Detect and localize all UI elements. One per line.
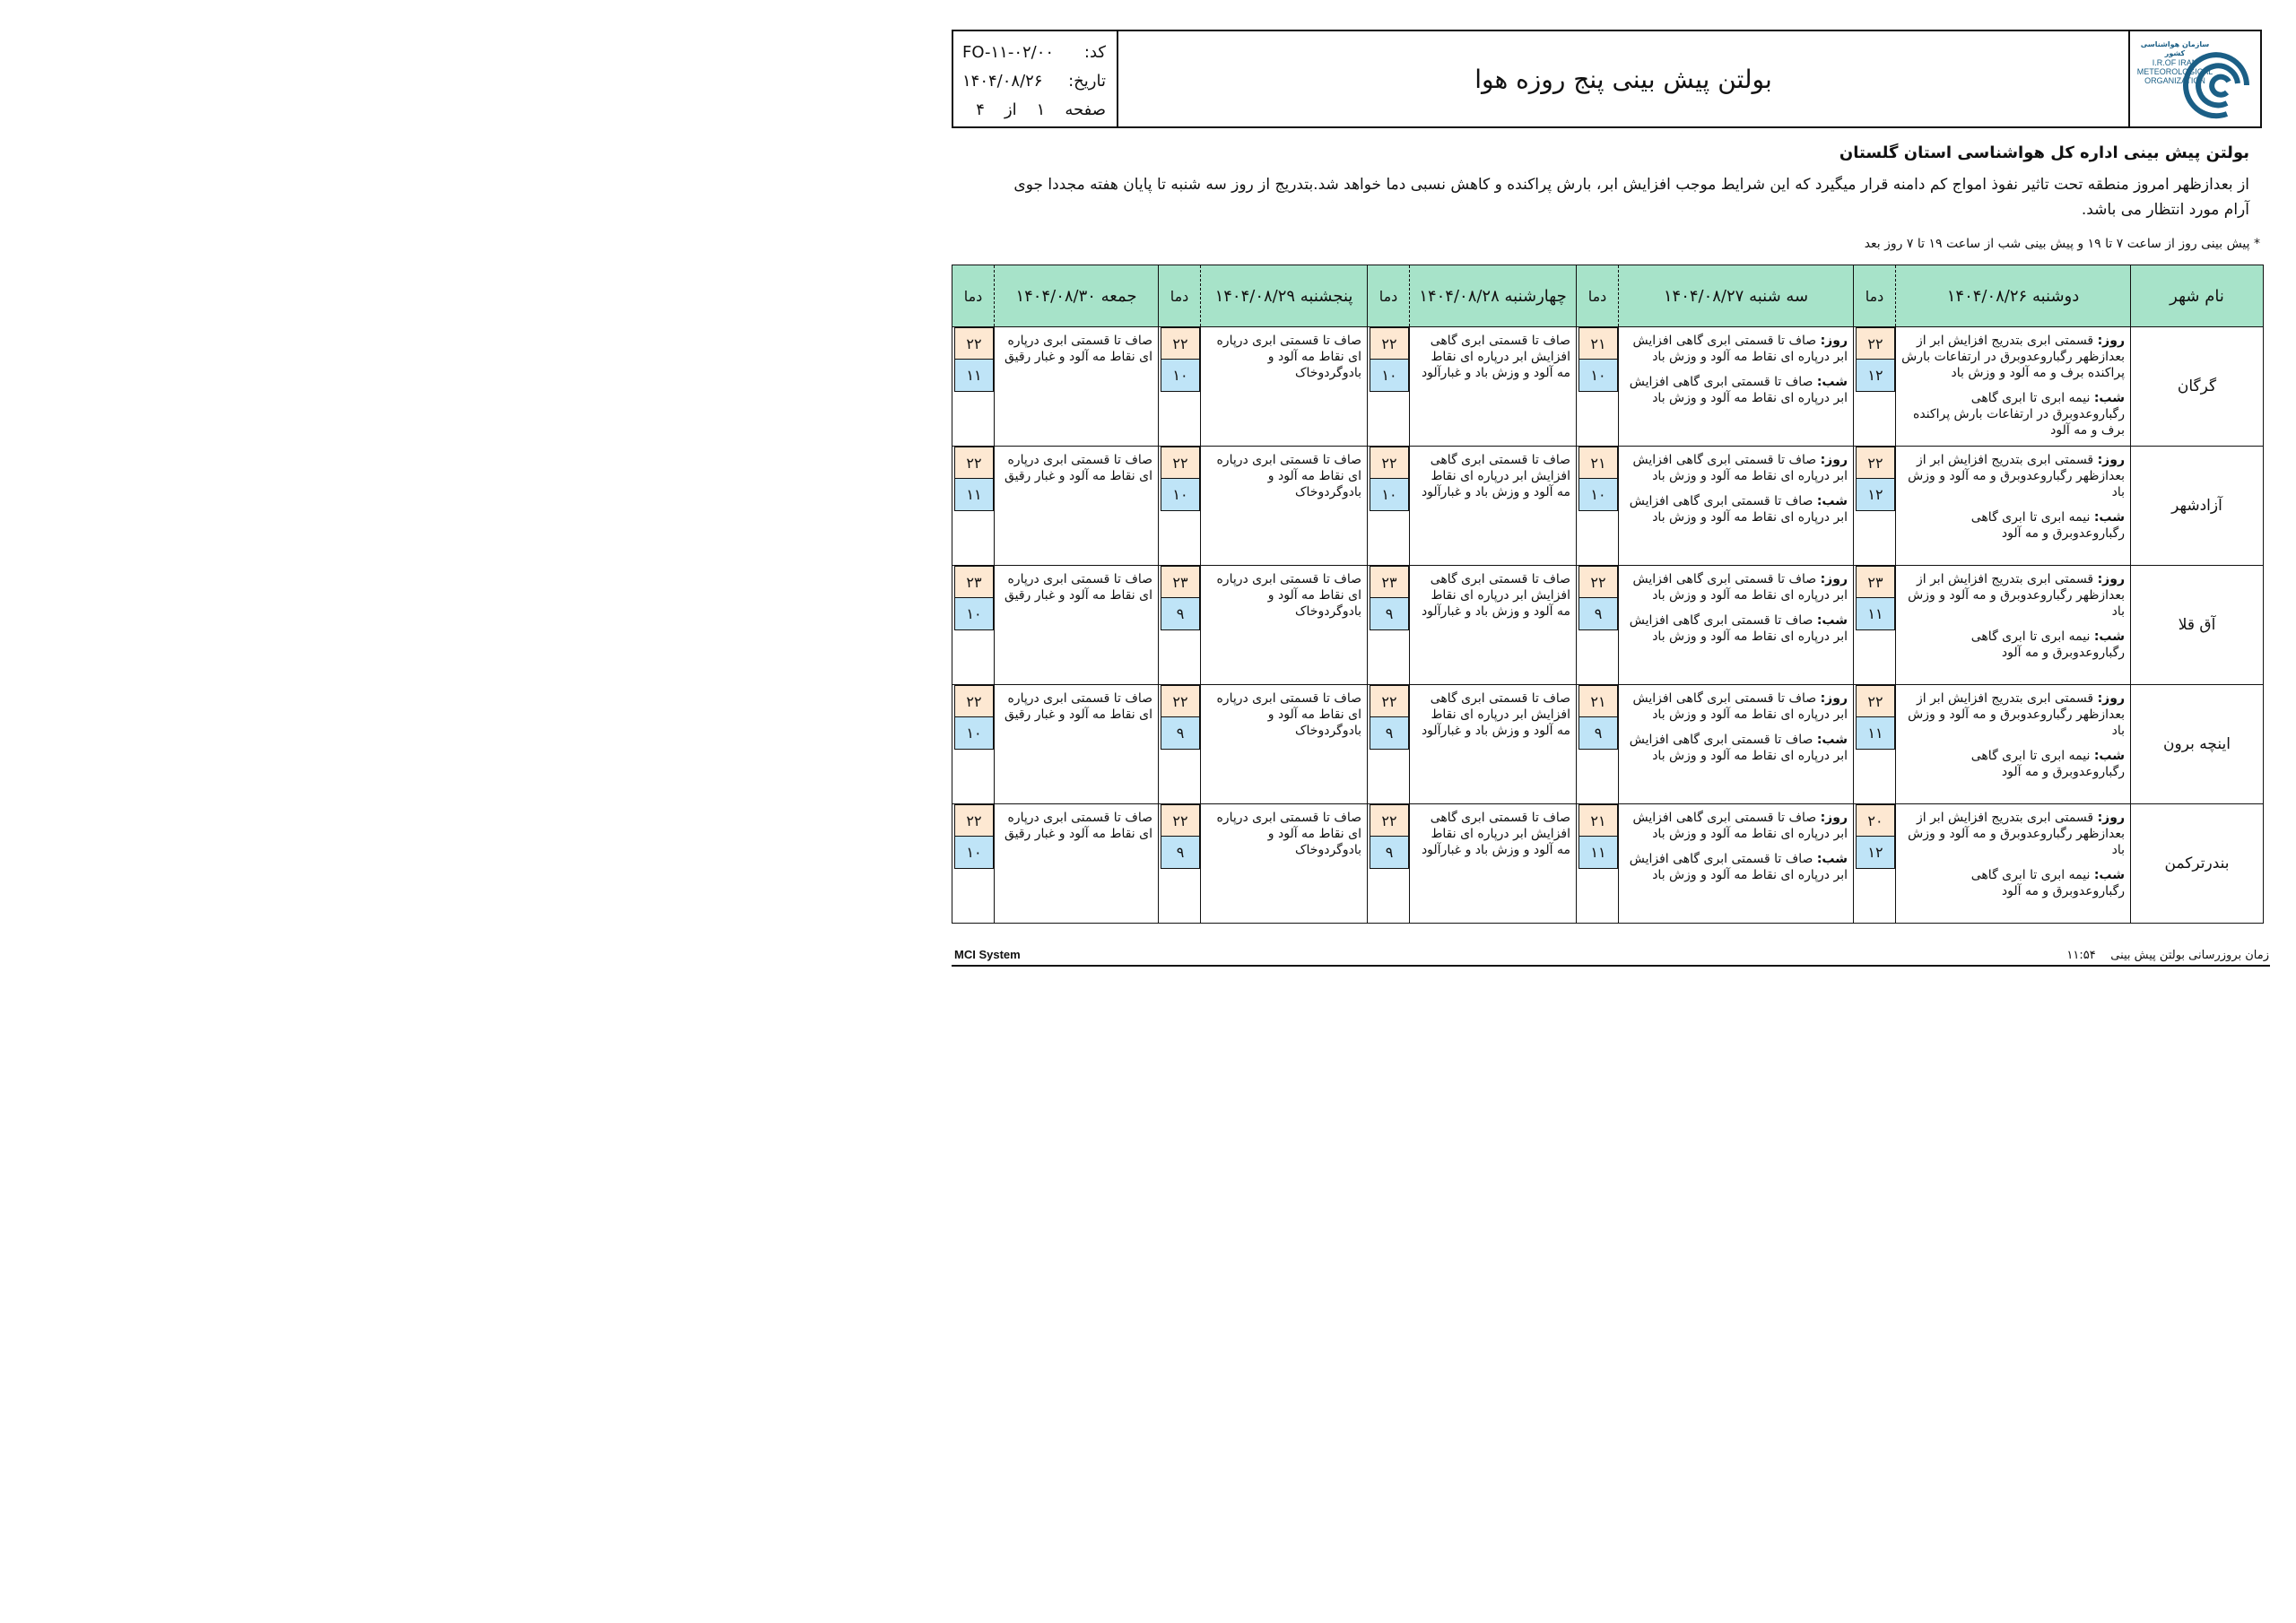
temp-header-5: دما	[952, 265, 995, 327]
day-forecast	[1624, 810, 1848, 842]
date-label: تاریخ:	[1068, 71, 1106, 91]
temperature-cell-day-5	[952, 685, 995, 804]
city-name: آق قلا	[2131, 566, 2264, 685]
page-title: بولتن پیش بینی پنج روزه هوا	[1474, 64, 1772, 94]
forecast-text: صاف تا قسمتی ابری گاهی افزایش ابر درپاره ای نقاط مه آلود و وزش باد و غبارآلود	[1421, 691, 1570, 738]
temperature-cell-day-1	[1854, 447, 1896, 566]
min-temperature: ۹	[1370, 837, 1409, 869]
forecast-text-day-4	[1201, 566, 1368, 685]
day-text: قسمتی ابری بتدریج افزایش ابر از بعدازظهر رگباروعدوبرق و مه آلود و وزش باد	[1908, 691, 2125, 738]
forecast-text: صاف تا قسمتی ابری درپاره ای نقاط مه آلود و غبار رقیق	[1004, 691, 1152, 722]
night-label: شب:	[1816, 852, 1848, 866]
logo-text-en1: I.R.OF IRAN	[2152, 58, 2198, 67]
forecast-text-day-4	[1201, 804, 1368, 924]
night-label: شب:	[2093, 629, 2125, 644]
forecast-text: صاف تا قسمتی ابری درپاره ای نقاط مه آلود و بادوگردوخاک	[1216, 691, 1361, 738]
night-text: نیمه ابری تا ابری گاهی رگباروعدوبرق و مه آلود	[1970, 868, 2125, 898]
temperature-cell-day-2	[1577, 327, 1619, 447]
max-temperature: ۲۳	[1161, 566, 1200, 598]
min-temperature: ۱۰	[1161, 479, 1200, 511]
day-forecast	[1901, 571, 2125, 620]
max-temperature: ۲۲	[954, 447, 994, 479]
night-forecast	[1901, 748, 2125, 780]
logo-text	[2135, 40, 2214, 85]
forecast-text: صاف تا قسمتی ابری گاهی افزایش ابر درپاره ای نقاط مه آلود و وزش باد و غبارآلود	[1421, 572, 1570, 619]
bulletin-subtitle: بولتن پیش بینی اداره کل هواشناسی استان گلستان	[1839, 143, 2249, 162]
temperature-cell-day-5	[952, 327, 995, 447]
day-text: قسمتی ابری بتدریج افزایش ابر از بعدازظهر رگباروعدوبرق و مه آلود و وزش باد	[1908, 811, 2125, 857]
forecast-text-day-2	[1619, 566, 1854, 685]
night-label: شب:	[2093, 749, 2125, 763]
day-label: روز:	[2097, 811, 2125, 825]
max-temperature: ۲۱	[1578, 804, 1618, 837]
max-temperature: ۲۲	[1161, 804, 1200, 837]
min-temperature: ۱۰	[1578, 479, 1618, 511]
logo-text-fa: سازمان هواشناسی کشور	[2140, 40, 2210, 57]
page-current: ۱	[1036, 100, 1046, 119]
forecast-text-day-5	[995, 327, 1159, 447]
forecast-text-day-5	[995, 447, 1159, 566]
day-label: روز:	[2097, 453, 2125, 467]
forecast-text: صاف تا قسمتی ابری گاهی افزایش ابر درپاره ای نقاط مه آلود و وزش باد و غبارآلود	[1421, 334, 1570, 380]
max-temperature: ۲۳	[1370, 566, 1409, 598]
meta-code	[962, 39, 1106, 65]
night-text: صاف تا قسمتی ابری گاهی افزایش ابر درپاره ای نقاط مه آلود و وزش باد	[1629, 852, 1848, 882]
night-forecast	[1901, 629, 2125, 661]
document-header	[952, 30, 2262, 128]
min-temperature: ۹	[1161, 598, 1200, 630]
min-temperature: ۱۰	[1578, 360, 1618, 392]
temperature-cell-day-4	[1159, 327, 1201, 447]
day-forecast	[1901, 810, 2125, 858]
min-temperature: ۹	[1161, 717, 1200, 750]
temperature-cell-day-3	[1368, 447, 1410, 566]
day-label: روز:	[2097, 572, 2125, 586]
temperature-cell-day-4	[1159, 804, 1201, 924]
table-row	[952, 447, 2264, 566]
max-temperature: ۲۲	[1161, 447, 1200, 479]
min-temperature: ۱۱	[954, 360, 994, 392]
max-temperature: ۲۲	[1370, 327, 1409, 360]
min-temperature: ۹	[1578, 717, 1618, 750]
max-temperature: ۲۲	[1161, 327, 1200, 360]
document-meta	[953, 31, 1118, 126]
night-forecast	[1624, 374, 1848, 406]
temperature-cell-day-1	[1854, 327, 1896, 447]
min-temperature: ۱۰	[1161, 360, 1200, 392]
forecast-text-day-2	[1619, 327, 1854, 447]
day-forecast	[1624, 690, 1848, 723]
temp-header-1: دما	[1854, 265, 1896, 327]
day-text: صاف تا قسمتی ابری گاهی افزایش ابر درپاره ای نقاط مه آلود و وزش باد	[1632, 691, 1848, 722]
city-column-header: نام شهر	[2131, 265, 2264, 327]
temperature-cell-day-3	[1368, 804, 1410, 924]
night-forecast	[1624, 851, 1848, 883]
night-text: صاف تا قسمتی ابری گاهی افزایش ابر درپاره ای نقاط مه آلود و وزش باد	[1629, 733, 1848, 763]
forecast-text: صاف تا قسمتی ابری درپاره ای نقاط مه آلود و بادوگردوخاک	[1216, 811, 1361, 857]
logo-text-en2: METEOROLOGICAL	[2136, 67, 2213, 76]
min-temperature: ۱۰	[954, 717, 994, 750]
forecast-text-day-1	[1896, 566, 2131, 685]
max-temperature: ۲۱	[1578, 685, 1618, 717]
forecast-text-day-3	[1410, 327, 1577, 447]
day-text: صاف تا قسمتی ابری گاهی افزایش ابر درپاره ای نقاط مه آلود و وزش باد	[1632, 453, 1848, 483]
night-label: شب:	[1816, 613, 1848, 628]
day-label: روز:	[1820, 453, 1848, 467]
forecast-text-day-2	[1619, 447, 1854, 566]
temperature-cell-day-1	[1854, 804, 1896, 924]
min-temperature: ۱۱	[1578, 837, 1618, 869]
table-row	[952, 566, 2264, 685]
day-label: روز:	[1820, 691, 1848, 706]
temp-header-4: دما	[1159, 265, 1201, 327]
night-text: نیمه ابری تا ابری گاهی رگباروعدوبرق و مه آلود	[1970, 510, 2125, 541]
min-temperature: ۱۰	[954, 837, 994, 869]
day-label: روز:	[1820, 572, 1848, 586]
forecast-text-day-1	[1896, 804, 2131, 924]
min-temperature: ۱۲	[1856, 360, 1895, 392]
temp-header-2: دما	[1577, 265, 1619, 327]
forecast-text-day-4	[1201, 685, 1368, 804]
max-temperature: ۲۲	[954, 685, 994, 717]
forecast-text: صاف تا قسمتی ابری گاهی افزایش ابر درپاره ای نقاط مه آلود و وزش باد و غبارآلود	[1421, 811, 1570, 857]
temperature-cell-day-4	[1159, 447, 1201, 566]
day-forecast	[1901, 333, 2125, 381]
forecast-text: صاف تا قسمتی ابری درپاره ای نقاط مه آلود و غبار رقیق	[1004, 811, 1152, 841]
max-temperature: ۲۲	[1856, 447, 1895, 479]
table-header-row	[952, 265, 2264, 327]
min-temperature: ۹	[1370, 717, 1409, 750]
min-temperature: ۹	[1161, 837, 1200, 869]
forecast-text-day-2	[1619, 804, 1854, 924]
footer-divider	[952, 965, 2270, 967]
day-text: صاف تا قسمتی ابری گاهی افزایش ابر درپاره ای نقاط مه آلود و وزش باد	[1632, 811, 1848, 841]
forecast-text-day-3	[1410, 685, 1577, 804]
night-text: صاف تا قسمتی ابری گاهی افزایش ابر درپاره ای نقاط مه آلود و وزش باد	[1629, 613, 1848, 644]
temperature-cell-day-3	[1368, 685, 1410, 804]
footer-update	[2066, 949, 2269, 962]
night-label: شب:	[2093, 868, 2125, 882]
min-temperature: ۱۰	[954, 598, 994, 630]
night-label: شب:	[2093, 391, 2125, 405]
forecast-text: صاف تا قسمتی ابری درپاره ای نقاط مه آلود و غبار رقیق	[1004, 572, 1152, 603]
logo-box	[2128, 31, 2260, 126]
temperature-cell-day-3	[1368, 327, 1410, 447]
forecast-text: صاف تا قسمتی ابری درپاره ای نقاط مه آلود و غبار رقیق	[1004, 334, 1152, 364]
min-temperature: ۱۲	[1856, 479, 1895, 511]
temperature-cell-day-5	[952, 447, 995, 566]
max-temperature: ۲۲	[954, 804, 994, 837]
meta-date	[962, 67, 1106, 94]
min-temperature: ۱۱	[954, 479, 994, 511]
day-header-2: سه شنبه ۱۴۰۴/۰۸/۲۷	[1619, 265, 1854, 327]
day-text: صاف تا قسمتی ابری گاهی افزایش ابر درپاره ای نقاط مه آلود و وزش باد	[1632, 572, 1848, 603]
temperature-cell-day-4	[1159, 685, 1201, 804]
night-label: شب:	[2093, 510, 2125, 525]
update-time: ۱۱:۵۴	[2066, 949, 2096, 962]
forecast-text-day-5	[995, 685, 1159, 804]
forecast-table	[952, 265, 2264, 924]
day-header-1: دوشنبه ۱۴۰۴/۰۸/۲۶	[1896, 265, 2131, 327]
day-label: روز:	[1820, 334, 1848, 348]
city-name: بندرترکمن	[2131, 804, 2264, 924]
night-text: نیمه ابری تا ابری گاهی رگباروعدوبرق در ارتفاعات بارش پراکنده برف و مه آلود	[1913, 391, 2125, 438]
forecast-text-day-5	[995, 804, 1159, 924]
forecast-text: صاف تا قسمتی ابری درپاره ای نقاط مه آلود و غبار رقیق	[1004, 453, 1152, 483]
code-label: کد:	[1083, 42, 1106, 62]
day-header-4: پنجشنبه ۱۴۰۴/۰۸/۲۹	[1201, 265, 1368, 327]
night-forecast	[1624, 732, 1848, 764]
logo-text-en3: ORGANIZATION	[2144, 76, 2205, 85]
night-forecast	[1901, 390, 2125, 438]
min-temperature: ۹	[1370, 598, 1409, 630]
night-forecast	[1901, 867, 2125, 899]
forecast-text: صاف تا قسمتی ابری درپاره ای نقاط مه آلود و بادوگردوخاک	[1216, 572, 1361, 619]
forecast-text-day-2	[1619, 685, 1854, 804]
min-temperature: ۱۰	[1370, 360, 1409, 392]
temperature-cell-day-5	[952, 566, 995, 685]
temperature-cell-day-4	[1159, 566, 1201, 685]
city-name: گرگان	[2131, 327, 2264, 447]
page-of: از	[1004, 100, 1017, 119]
min-temperature: ۱۱	[1856, 598, 1895, 630]
max-temperature: ۲۲	[1370, 685, 1409, 717]
city-name: آزادشهر	[2131, 447, 2264, 566]
max-temperature: ۲۱	[1578, 447, 1618, 479]
min-temperature: ۱۱	[1856, 717, 1895, 750]
day-label: روز:	[2097, 334, 2125, 348]
day-text: قسمتی ابری بتدریج افزایش ابر از بعدازظهر رگباروعدوبرق و مه آلود و وزش باد	[1908, 572, 2125, 619]
day-forecast	[1624, 333, 1848, 365]
forecast-text-day-3	[1410, 804, 1577, 924]
page-total: ۴	[976, 100, 985, 119]
forecast-text-day-3	[1410, 447, 1577, 566]
max-temperature: ۲۲	[1856, 685, 1895, 717]
night-label: شب:	[1816, 375, 1848, 389]
temperature-cell-day-2	[1577, 685, 1619, 804]
temperature-cell-day-5	[952, 804, 995, 924]
min-temperature: ۱۰	[1370, 479, 1409, 511]
max-temperature: ۲۲	[1856, 327, 1895, 360]
day-forecast	[1624, 571, 1848, 603]
table-row	[952, 685, 2264, 804]
date-value: ۱۴۰۴/۰۸/۲۶	[962, 71, 1043, 91]
max-temperature: ۲۱	[1578, 327, 1618, 360]
night-text: صاف تا قسمتی ابری گاهی افزایش ابر درپاره ای نقاط مه آلود و وزش باد	[1629, 375, 1848, 405]
max-temperature: ۲۲	[1370, 447, 1409, 479]
night-forecast	[1624, 493, 1848, 525]
day-text: صاف تا قسمتی ابری گاهی افزایش ابر درپاره ای نقاط مه آلود و وزش باد	[1632, 334, 1848, 364]
day-forecast	[1624, 452, 1848, 484]
forecast-text-day-5	[995, 566, 1159, 685]
day-label: روز:	[1820, 811, 1848, 825]
update-label: زمان بروزرسانی بولتن پیش بینی	[2110, 949, 2269, 962]
day-forecast	[1901, 452, 2125, 500]
forecast-text-day-1	[1896, 327, 2131, 447]
night-text: نیمه ابری تا ابری گاهی رگباروعدوبرق و مه آلود	[1970, 749, 2125, 779]
night-forecast	[1624, 612, 1848, 645]
min-temperature: ۹	[1578, 598, 1618, 630]
temperature-cell-day-3	[1368, 566, 1410, 685]
synoptic-description: از بعدازظهر امروز منطقه تحت تاثیر نفوذ امواج کم دامنه قرار میگیرد که این شرایط موجب افزایش ابر، بارش پراکنده و کاهش نسبی دما خواهد شد.بتدریج از روز سه شنبه تا پایان هفته مجددا جوی آرام مورد انتظار می باشد.	[1013, 176, 2249, 219]
day-header-5: جمعه ۱۴۰۴/۰۸/۳۰	[995, 265, 1159, 327]
forecast-text-day-4	[1201, 447, 1368, 566]
night-label: شب:	[1816, 494, 1848, 508]
max-temperature: ۲۲	[1578, 566, 1618, 598]
day-header-3: چهارشنبه ۱۴۰۴/۰۸/۲۸	[1410, 265, 1577, 327]
day-text: قسمتی ابری بتدریج افزایش ابر از بعدازظهر رگباروعدوبرق در ارتفاعات بارش پراکنده برف و مه آلود و وزش باد	[1901, 334, 2125, 380]
temp-header-3: دما	[1368, 265, 1410, 327]
table-row	[952, 804, 2264, 924]
forecast-text: صاف تا قسمتی ابری درپاره ای نقاط مه آلود و بادوگردوخاک	[1216, 453, 1361, 499]
forecast-text-day-1	[1896, 685, 2131, 804]
temperature-cell-day-2	[1577, 566, 1619, 685]
forecast-text: صاف تا قسمتی ابری درپاره ای نقاط مه آلود و بادوگردوخاک	[1216, 334, 1361, 380]
night-forecast	[1901, 509, 2125, 542]
max-temperature: ۲۲	[1370, 804, 1409, 837]
code-value: FO-۱۱-۰۲/۰۰	[962, 42, 1055, 62]
forecast-time-note: * پیش بینی روز از ساعت ۷ تا ۱۹ و پیش بینی شب از ساعت ۱۹ تا ۷ روز بعد	[1864, 237, 2260, 251]
meta-page	[962, 96, 1106, 123]
table-row	[952, 327, 2264, 447]
night-text: نیمه ابری تا ابری گاهی رگباروعدوبرق و مه آلود	[1970, 629, 2125, 660]
forecast-text-day-4	[1201, 327, 1368, 447]
max-temperature: ۲۲	[1161, 685, 1200, 717]
day-forecast	[1901, 690, 2125, 739]
page-label: صفحه	[1065, 100, 1106, 119]
night-text: صاف تا قسمتی ابری گاهی افزایش ابر درپاره ای نقاط مه آلود و وزش باد	[1629, 494, 1848, 525]
max-temperature: ۲۳	[954, 566, 994, 598]
day-text: قسمتی ابری بتدریج افزایش ابر از بعدازظهر رگباروعدوبرق و مه آلود و وزش باد	[1908, 453, 2125, 499]
night-label: شب:	[1816, 733, 1848, 747]
forecast-text-day-1	[1896, 447, 2131, 566]
min-temperature: ۱۲	[1856, 837, 1895, 869]
footer-system: MCI System	[954, 948, 1021, 961]
temperature-cell-day-1	[1854, 685, 1896, 804]
temperature-cell-day-1	[1854, 566, 1896, 685]
max-temperature: ۲۳	[1856, 566, 1895, 598]
forecast-text-day-3	[1410, 566, 1577, 685]
temperature-cell-day-2	[1577, 804, 1619, 924]
max-temperature: ۲۲	[954, 327, 994, 360]
day-label: روز:	[2097, 691, 2125, 706]
city-name: اینچه برون	[2131, 685, 2264, 804]
temperature-cell-day-2	[1577, 447, 1619, 566]
max-temperature: ۲۰	[1856, 804, 1895, 837]
forecast-text: صاف تا قسمتی ابری گاهی افزایش ابر درپاره ای نقاط مه آلود و وزش باد و غبارآلود	[1421, 453, 1570, 499]
